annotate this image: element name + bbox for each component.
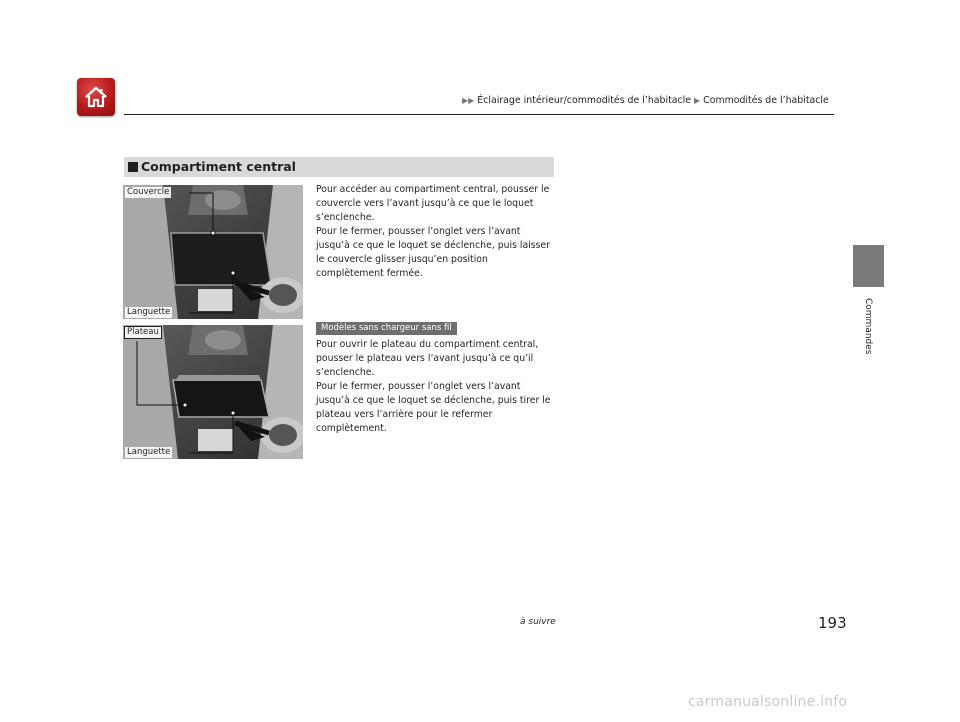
breadcrumb — [462, 95, 829, 106]
section-title: Compartiment central — [141, 159, 296, 174]
label-cover: Couvercle — [127, 187, 170, 197]
paragraph-close-tray: Pour le fermer, pousser l’onglet vers l’avant jusqu’à ce que le loquet se déclenche, puis tirer le plateau vers l’arrière pour le refermer complètement. — [316, 381, 551, 434]
breadcrumb-arrow-icon: ▶▶ — [462, 96, 475, 105]
paragraph-open-lid: Pour accéder au compartiment central, pousser le couvercle vers l’avant jusqu’à ce que le loquet s’enclenche. — [316, 184, 550, 223]
breadcrumb-item-amenities[interactable]: Commodités de l’habitacle — [703, 95, 829, 106]
breadcrumb-item-lighting[interactable]: Éclairage intérieur/commodités de l’habitacle — [477, 95, 692, 106]
chapter-label: Commandes — [863, 298, 873, 355]
continued-label: à suivre — [520, 617, 556, 627]
page-number: 193 — [818, 614, 847, 632]
label-tab: Languette — [127, 447, 171, 457]
label-tab: Languette — [127, 307, 171, 317]
breadcrumb-arrow-icon: ▶ — [694, 96, 701, 105]
section-square-icon — [128, 162, 138, 172]
figure-center-console-tray — [123, 325, 303, 459]
model-tag: Modèles sans chargeur sans fil — [316, 322, 457, 335]
chapter-tab[interactable] — [853, 245, 884, 287]
paragraph-close-lid: Pour le fermer, pousser l’onglet vers l’avant jusqu’à ce que le loquet se déclenche, puis laisser le couvercle glisser jusqu’en position complètement fermée. — [316, 226, 550, 279]
home-icon — [83, 84, 109, 110]
label-tray: Plateau — [124, 326, 162, 339]
watermark: carmanualsonline.info — [688, 694, 848, 710]
paragraph-open-tray: Pour ouvrir le plateau du compartiment central, pousser le plateau vers l’avant jusqu’à ce qu’il s’enclenche. — [316, 339, 539, 378]
header-divider — [124, 114, 834, 115]
section-header — [124, 157, 554, 177]
home-button[interactable] — [77, 78, 115, 116]
instructions-lid — [316, 183, 556, 281]
instructions-tray — [316, 338, 556, 436]
figure-center-console-lid — [123, 185, 303, 319]
